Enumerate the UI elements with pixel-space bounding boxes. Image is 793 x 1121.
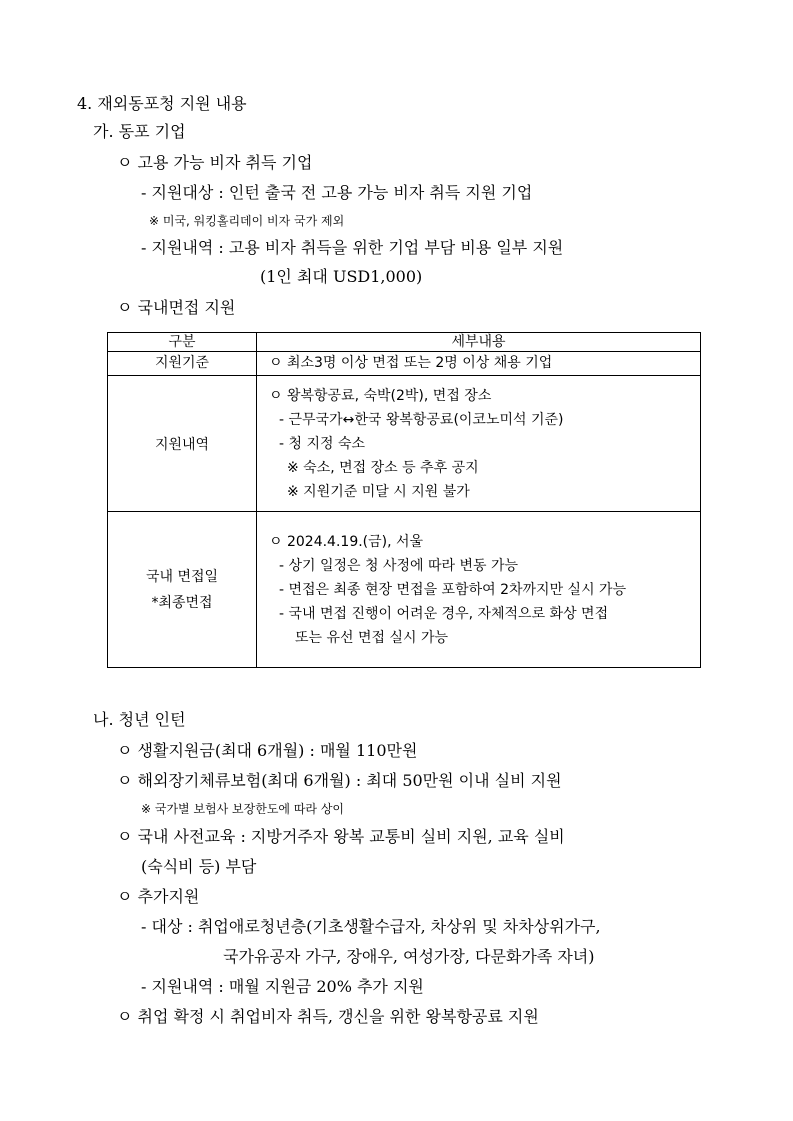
- bullet-visa-airfare: ㅇ 취업 확정 시 취업비자 취득, 갱신을 위한 왕복항공료 지원: [117, 1007, 539, 1026]
- row-detail-line: ㅇ 왕복항공료, 숙박(2박), 면접 장소: [269, 387, 492, 404]
- header-category: 구분: [108, 333, 257, 352]
- row-detail-line: ㅇ 2024.4.19.(금), 서울: [269, 533, 424, 550]
- additional-content: - 지원내역 : 매월 지원금 20% 추가 지원: [141, 977, 424, 996]
- row-detail-line: - 근무국가↔한국 왕복항공료(이코노미석 기준): [279, 411, 564, 428]
- row-details: [257, 512, 701, 668]
- row-label-line: *최종면접: [151, 594, 213, 611]
- row-label-line: 국내 면접일: [145, 568, 219, 585]
- row-detail-line: - 청 지정 숙소: [279, 435, 366, 452]
- bullet-insurance: ㅇ 해외장기체류보험(최대 6개월) : 최대 50만원 이내 실비 지원: [117, 771, 562, 790]
- table-row: [108, 376, 701, 512]
- additional-target: - 대상 : 취업애로청년층(기초생활수급자, 차상위 및 차차상위가구,: [141, 917, 601, 936]
- target-note: ※ 미국, 워킹홀리데이 비자 국가 제외: [149, 214, 345, 228]
- support-target: - 지원대상 : 인턴 출국 전 고용 가능 비자 취득 지원 기업: [141, 183, 533, 202]
- row-details: [257, 376, 701, 512]
- row-detail-line: ※ 숙소, 면접 장소 등 추후 공지: [287, 459, 479, 476]
- row-label: 지원내역: [108, 376, 257, 512]
- bullet-living-allowance: ㅇ 생활지원금(최대 6개월) : 매월 110만원: [117, 741, 418, 760]
- heading-ga: 가. 동포 기업: [93, 122, 186, 141]
- bullet-visa-company: ㅇ 고용 가능 비자 취득 기업: [117, 153, 313, 172]
- row-detail-line: - 면접은 최종 현장 면접을 포함하여 2차까지만 실시 가능: [279, 581, 627, 598]
- heading-na: 나. 청년 인턴: [93, 710, 186, 729]
- row-detail-line: ※ 지원기준 미달 시 지원 불가: [287, 483, 470, 500]
- header-details: 세부내용: [257, 333, 701, 352]
- row-detail-line: 또는 유선 면접 실시 가능: [295, 629, 449, 646]
- bullet-pre-education: ㅇ 국내 사전교육 : 지방거주자 왕복 교통비 실비 지원, 교육 실비: [117, 827, 565, 846]
- section-title: 4. 재외동포청 지원 내용: [77, 94, 247, 113]
- row-label: 지원기준: [108, 352, 257, 376]
- table-header-row: [108, 333, 701, 352]
- table-row: [108, 352, 701, 376]
- pre-education-cont: (숙식비 등) 부담: [141, 857, 257, 876]
- row-detail-line: ㅇ 최소3명 이상 면접 또는 2명 이상 채용 기업: [257, 352, 701, 376]
- interview-support-table: [107, 332, 701, 668]
- bullet-domestic-interview: ㅇ 국내면접 지원: [117, 298, 236, 317]
- bullet-additional: ㅇ 추가지원: [117, 887, 200, 906]
- row-label: [108, 512, 257, 668]
- support-content-cont: (1인 최대 USD1,000): [260, 267, 423, 286]
- additional-target-cont: 국가유공자 가구, 장애우, 여성가장, 다문화가족 자녀): [223, 947, 595, 966]
- table-row: [108, 512, 701, 668]
- support-content: - 지원내역 : 고용 비자 취득을 위한 기업 부담 비용 일부 지원: [141, 238, 564, 257]
- row-detail-line: - 상기 일정은 청 사정에 따라 변동 가능: [279, 557, 519, 574]
- row-detail-line: - 국내 면접 진행이 어려운 경우, 자체적으로 화상 면접: [279, 605, 609, 622]
- insurance-note: ※ 국가별 보험사 보장한도에 따라 상이: [141, 802, 345, 816]
